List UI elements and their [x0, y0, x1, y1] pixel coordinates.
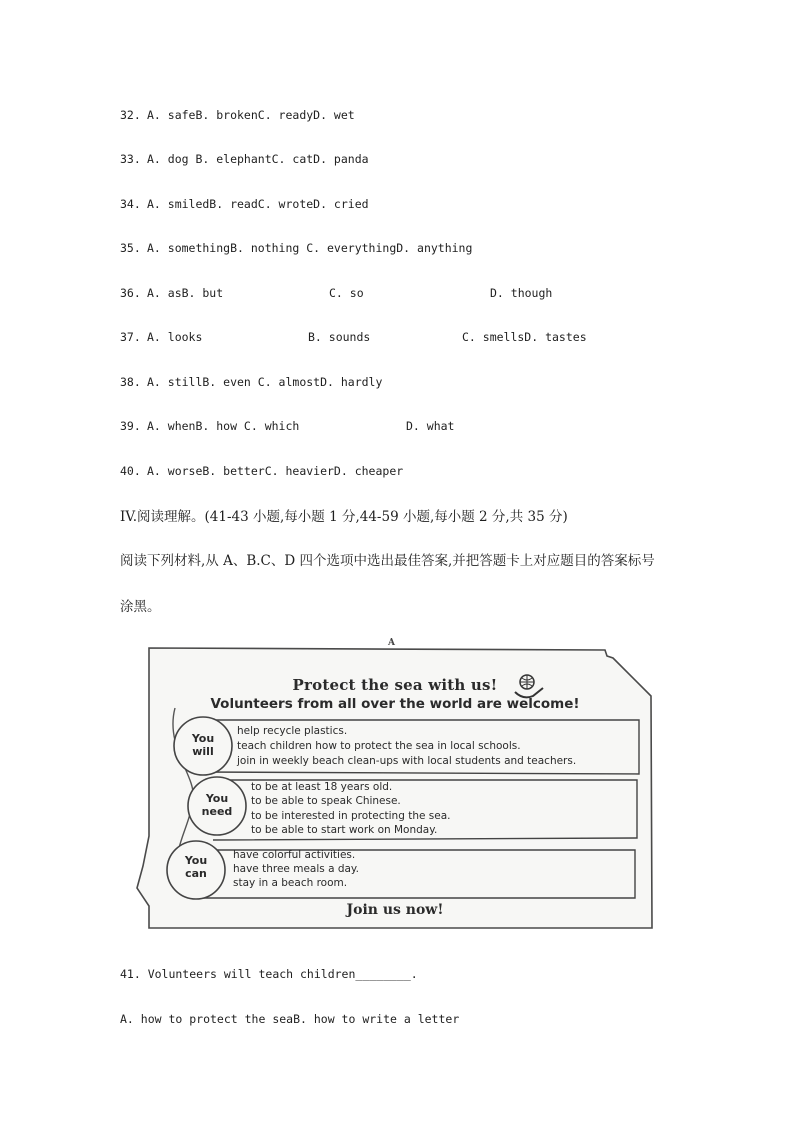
question-33	[120, 152, 369, 194]
question-option-b: B. sounds	[308, 330, 371, 344]
list-item: stay in a beach room.	[233, 877, 348, 889]
bubble-line: can	[185, 867, 207, 880]
question-options: A. dog B. elephantC. catD. panda	[147, 152, 369, 166]
bubble-line: You	[184, 854, 208, 867]
question-option-d: D. what	[406, 419, 455, 433]
poster-footer: Join us now!	[346, 902, 444, 918]
question-options: A. smiledB. readC. wroteD. cried	[147, 197, 369, 211]
list-item: to be able to start work on Monday.	[251, 824, 438, 836]
list-item: teach children how to protect the sea in local schools.	[237, 740, 521, 752]
question-40	[120, 464, 404, 506]
bubble-you-will	[175, 732, 231, 758]
question-options: A. stillB. even C. almostD. hardly	[147, 375, 383, 389]
question-option-abc: A. whenB. how C. which	[147, 419, 300, 433]
question-32	[120, 108, 355, 150]
list-item: have three meals a day.	[233, 863, 359, 875]
section-instruction-continued: 涂黑。	[120, 599, 161, 615]
bubble-you-can	[168, 854, 224, 880]
list-item: help recycle plastics.	[237, 725, 348, 737]
question-number: 40.	[120, 464, 141, 478]
question-options: A. somethingB. nothing C. everythingD. anything	[147, 241, 473, 255]
question-option-cd: C. smellsD. tastes	[462, 330, 587, 344]
question-number: 35.	[120, 241, 141, 255]
question-option-c: C. so	[329, 286, 364, 300]
question-options: A. worseB. betterC. heavierD. cheaper	[147, 464, 404, 478]
section-instruction: 阅读下列材料,从 A、B.C、D 四个选项中选出最佳答案,并把答题卡上对应题目的答案标号	[120, 553, 655, 569]
list-item: to be at least 18 years old.	[251, 781, 393, 793]
poster-subtitle: Volunteers from all over the world are welcome!	[210, 696, 580, 712]
bubble-you-need	[189, 792, 245, 818]
bubble-line: You	[191, 732, 215, 745]
question-options: A. safeB. brokenC. readyD. wet	[147, 108, 355, 122]
question-41-options: A. how to protect the seaB. how to write a letter	[120, 1012, 460, 1026]
question-38	[120, 375, 383, 417]
bubble-line: You	[205, 792, 229, 805]
section-heading: IV.阅读理解。(41-43 小题,每小题 1 分,44-59 小题,每小题 2 分,共 35 分)	[120, 509, 568, 525]
bubble-line: need	[201, 805, 233, 818]
question-option-a: A. looks	[147, 330, 203, 344]
question-number: 33.	[120, 152, 141, 166]
question-number: 39.	[120, 419, 141, 433]
passage-label: A	[388, 638, 395, 648]
volunteer-poster	[135, 636, 655, 936]
question-option-d: D. though	[490, 286, 553, 300]
question-41-stem: 41. Volunteers will teach children________.	[120, 967, 418, 981]
bubble-line: will	[192, 745, 214, 758]
list-item: to be interested in protecting the sea.	[251, 810, 451, 822]
list-item: join in weekly beach clean-ups with local students and teachers.	[237, 755, 577, 767]
question-number: 32.	[120, 108, 141, 122]
list-item: have colorful activities.	[233, 849, 356, 861]
question-number: 36.	[120, 286, 141, 300]
list-item: to be able to speak Chinese.	[251, 795, 401, 807]
question-number: 37.	[120, 330, 141, 344]
question-option-ab: A. asB. but	[147, 286, 224, 300]
question-number: 38.	[120, 375, 141, 389]
poster-title: Protect the sea with us!	[292, 676, 498, 694]
question-34	[120, 197, 369, 239]
question-35	[120, 241, 473, 283]
question-number: 34.	[120, 197, 141, 211]
